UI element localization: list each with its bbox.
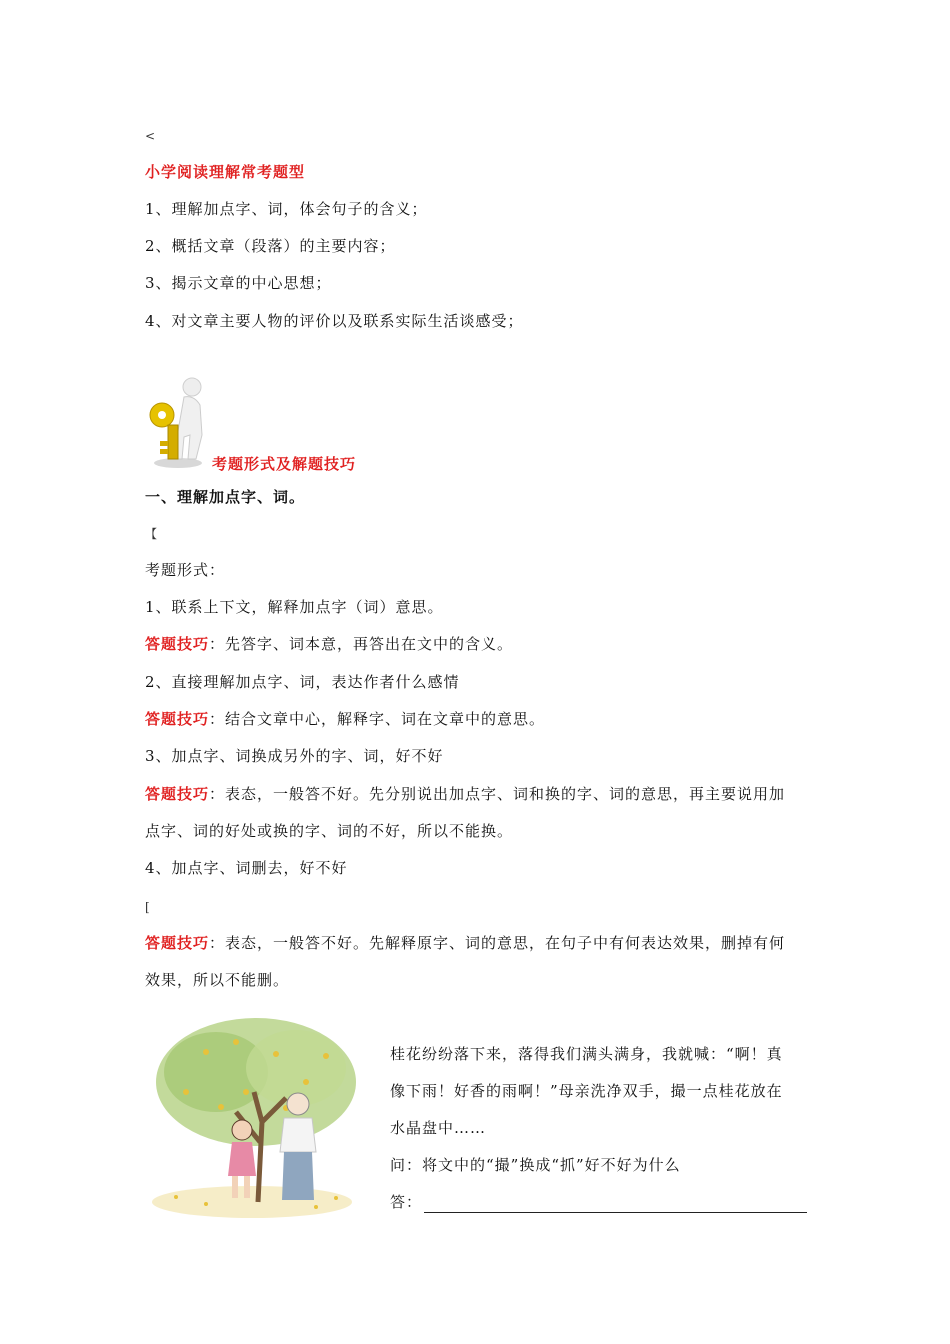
question-1: 1、联系上下文，解释加点字（词）意思。 (145, 598, 444, 616)
tip-3 (145, 784, 785, 804)
tip-3-continued: 点字、词的好处或换的字、词的不好，所以不能换。 (145, 822, 514, 840)
form-label: 考题形式： (145, 561, 226, 579)
part1-title: 一、理解加点字、词。 (145, 488, 306, 506)
passage (390, 1036, 810, 1221)
tip-1 (145, 634, 513, 654)
answer-label: 答： (390, 1193, 423, 1211)
answer-blank-line[interactable] (424, 1212, 807, 1213)
type-item-2: 2、概括文章（段落）的主要内容； (145, 237, 396, 255)
tip-label: 答题技巧 (145, 635, 210, 653)
passage-line-3: 水晶盘中…… (390, 1119, 487, 1137)
page-heading: 小学阅读理解常考题型 (145, 163, 306, 181)
section-title: 考题形式及解题技巧 (212, 455, 357, 473)
question-2: 2、直接理解加点字、词，表达作者什么感情 (145, 673, 460, 691)
bracket-mark-2: [ (145, 900, 151, 914)
passage-line-2: 像下雨！好香的雨啊！”母亲洗净双手，撮一点桂花放在 (390, 1082, 783, 1100)
passage-line-1: 桂花纷纷落下来，落得我们满头满身，我就喊：“啊！真 (390, 1045, 783, 1063)
type-item-3: 3、揭示文章的中心思想； (145, 274, 332, 292)
tip-4-continued: 效果，所以不能删。 (145, 971, 290, 989)
type-item-1: 1、理解加点字、词，体会句子的含义； (145, 200, 428, 218)
tip-text: ：结合文章中心，解释字、词在文章中的意思。 (209, 710, 546, 728)
tip-label: 答题技巧 (145, 934, 210, 952)
tip-label: 答题技巧 (145, 710, 210, 728)
tip-text: ：表态，一般答不好。先分别说出加点字、词和换的字、词的意思，再主要说用加 (209, 785, 786, 803)
question-3: 3、加点字、词换成另外的字、词，好不好 (145, 747, 444, 765)
tip-text: ：先答字、词本意，再答出在文中的含义。 (209, 635, 514, 653)
osmanthus-tree-illustration (146, 1012, 358, 1222)
question-4: 4、加点字、词删去，好不好 (145, 859, 348, 877)
bracket-mark-1: 【 (145, 527, 159, 541)
tip-4 (145, 933, 785, 953)
question-text: 问：将文中的“撮”换成“抓”好不好为什么 (390, 1156, 681, 1174)
type-item-4: 4、对文章主要人物的评价以及联系实际生活谈感受； (145, 312, 524, 330)
key-person-illustration (148, 375, 212, 469)
top-mark: < (145, 129, 157, 143)
tip-text: ：表态，一般答不好。先解释原字、词的意思，在句子中有何表达效果，删掉有何 (209, 934, 786, 952)
tip-label: 答题技巧 (145, 785, 210, 803)
tip-2 (145, 709, 545, 729)
